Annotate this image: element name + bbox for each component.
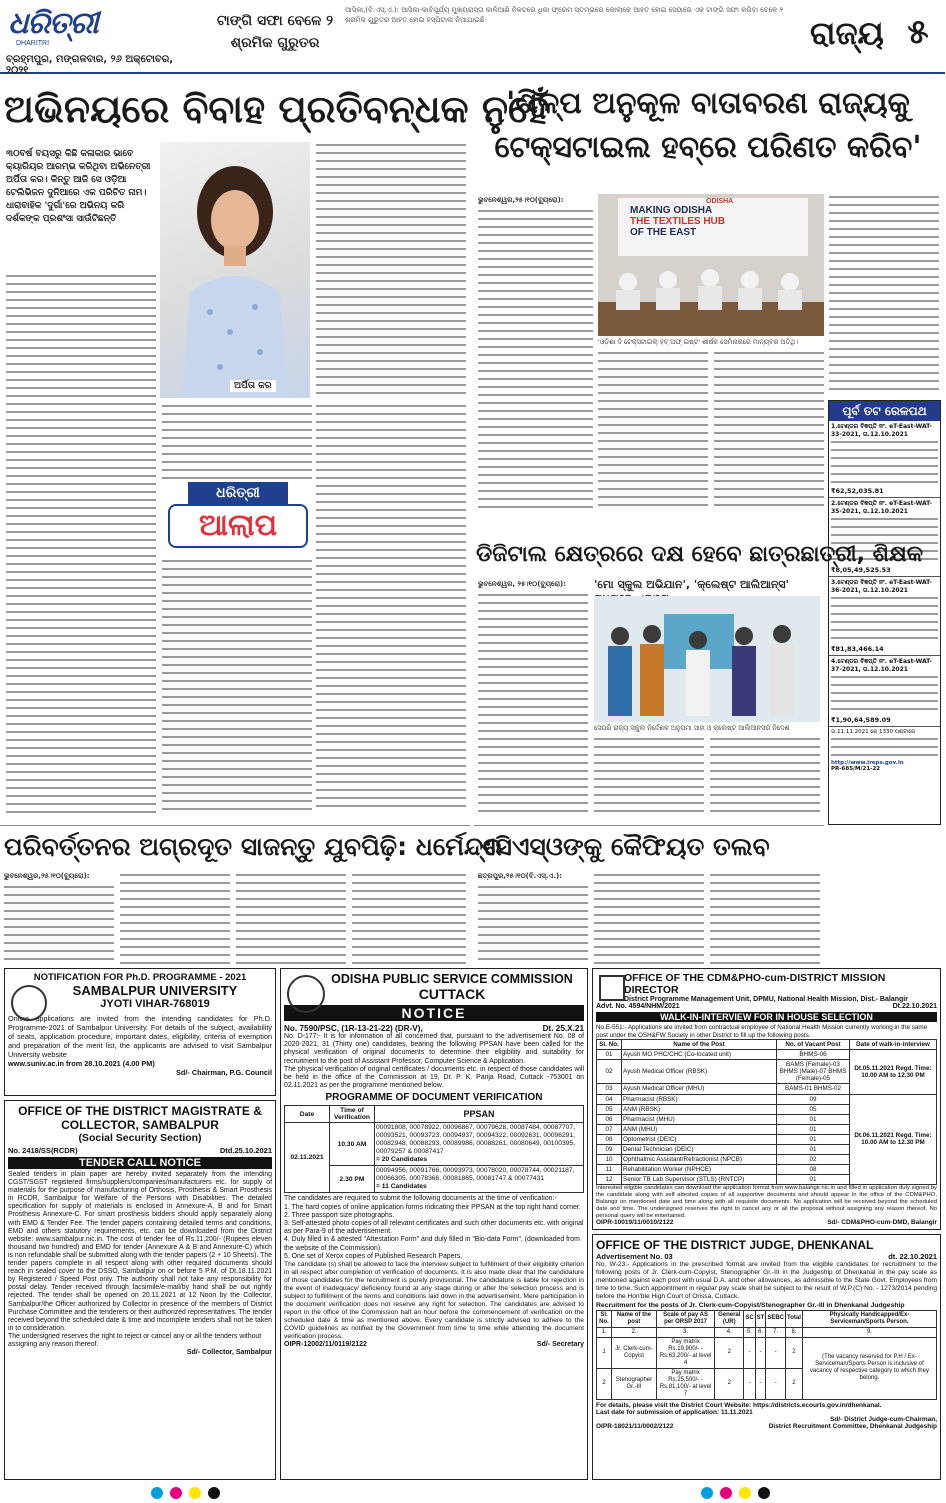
- registration-dot: [739, 1487, 751, 1499]
- opsc-verification-table: [284, 1105, 584, 1193]
- table-cell: 2: [715, 1368, 744, 1399]
- teaser-text: ଆସିକା,(ବି.ଏସ୍.ଏ.): ଆସିକା-କାବିସୂର୍ଯ୍ୟ ମୁଖ୍ୟରାସ୍ତା କାଳିଆଣି ନିକଟରେ ଧିକା ଫ୍ରେମ ସ୍ତମ୍ଭରେ କୋଲାକେ ଆହତ ହୋଇ ସେଠାରେ ଏକ ଟାଙ୍ଗି ସଫା କରିବା ବେଳେ ୨ ଶ୍ରମିକ ଗୁରୁତର ଆହତ ହୋଇ ହସ୍ପିଟାଲ ନିଆଯାଇଛି: [345, 6, 783, 24]
- tender-no: 2.ଟେଣ୍ଡର ବିଜ୍ଞପ୍ତି ନଂ. eT-East-WAT-35-2021, ତା.12.10.2021: [831, 500, 932, 515]
- table-cell: 02: [777, 1155, 850, 1165]
- judge-code: OIPR-18021/11/0002/2122: [596, 1422, 674, 1430]
- judge-footer-2: Last date for submission of application: 11.11.2021: [596, 1408, 753, 1416]
- railway-url[interactable]: http://www.ireps.gov.in: [831, 760, 904, 766]
- table-header: Physically Handicapped/Ex-Serviceman/Sports Person.: [802, 1310, 936, 1327]
- table-header: SEBC: [766, 1310, 786, 1327]
- banner-line-2: THE TEXTILES HUB: [630, 216, 726, 227]
- cdm-footer: Interested eligible candidates can download the application format from www.balangir.nic.in and filled in application duly signed by the candidate along with self attested copies of all supportive documents and should appear in the office of the CDM&PHO, Balangir on mentioned date and time along with all requisite documents. No application will be received beyond the scheduled date and time. The undersigned reserves the right to cancel any or all the proposal without assigning any reason thereof. No personal query will be entertained.: [596, 1185, 937, 1219]
- section-name: ରାଜ୍ୟ: [810, 14, 884, 52]
- tender-no: 3.ଟେଣ୍ଡର ବିଜ୍ଞପ୍ତି ନଂ. eT-East-WAT-36-2021, ତା.12.10.2021: [831, 579, 932, 594]
- headline-textile: [478, 82, 938, 170]
- opsc-city: CUTTACK: [418, 986, 486, 1002]
- text-column: [478, 592, 588, 816]
- table-cell: 10: [597, 1155, 622, 1165]
- subhead-digital: 'ମୋ ସ୍କୁଲ ଅଭିଯାନ', 'କ୍ଲେଷ୍ଟ ଆଲିଆନ୍ସ': [594, 578, 789, 591]
- judge-sign-1: Sd/- District Judge-cum-Chairman,: [830, 1415, 937, 1423]
- registration-dot: [151, 1487, 163, 1499]
- ppsan-count: = 20 Candidates: [376, 1156, 428, 1164]
- dateline: ବ୍ରହ୍ମପୁର, ମଙ୍ଗଳବାର, ୨୬ ଅକ୍ଟୋବର, ୨୦୨୧: [6, 54, 174, 76]
- table-cell: Pay matrix Rs.19,900/- - Rs.63,200/- at level 4: [656, 1337, 714, 1368]
- opsc-ref: No. 7590/PSC, (1R-13-21-22) (DR-V),: [284, 1024, 423, 1033]
- table-cell: 09: [597, 1145, 622, 1155]
- table-cell: 02: [597, 1060, 622, 1084]
- registration-dot: [758, 1487, 770, 1499]
- ad-sambalpur-university: [4, 968, 276, 1096]
- alap-brand: ଧରିତ୍ରୀ: [188, 482, 288, 504]
- table-header: Scale of pay AS per ORSP 2017: [656, 1310, 714, 1327]
- ad-cdm-pho: [592, 968, 941, 1230]
- tender-text: [831, 674, 938, 716]
- table-cell: 06: [597, 1114, 622, 1124]
- table-cell: 1: [597, 1337, 612, 1368]
- text-column: [316, 142, 466, 398]
- table-cell: -: [755, 1368, 766, 1399]
- table-cell: Jr. Clerk-cum-Copyist: [612, 1337, 657, 1368]
- table-cell: 04: [597, 1094, 622, 1104]
- digital-people: [594, 596, 820, 722]
- registration-marks-right: [700, 1484, 771, 1503]
- table-cell: 2.: [612, 1327, 657, 1337]
- seminar-people: [598, 254, 824, 336]
- tender-amount: ₹62,52,035.81: [831, 487, 884, 495]
- opsc-seal-icon: [287, 975, 325, 1013]
- headline-line-2: ଟେକ୍ସଟାଇଲ ହବ୍‌ରେ ପରିଣତ କରିବ': [494, 130, 922, 165]
- table-cell: 7.: [766, 1327, 786, 1337]
- dateline-digital: ଭୁବନେଶ୍ୱର, ୨୫।୧୦(ବ୍ୟୁରୋ):: [478, 580, 567, 588]
- table-cell-date: 02.11.2021: [285, 1123, 330, 1193]
- cdm-date: Dt.22.10.2021: [892, 1003, 937, 1010]
- table-cell: -: [755, 1337, 766, 1368]
- table-cell: BHMS-06: [777, 1050, 850, 1060]
- seminar-caption: 'ଓଡ଼ିଶା ଦି ଟେକ୍ସଟାଇଲ୍ ହବ୍ ଅଫ୍ ଇଷ୍ଟ' ଶୀର୍ଷକ ସେମିନାରରେ ମାନ୍ୟବର ଅତିଥି।: [598, 338, 799, 346]
- table-cell: Pharmacist (RBSK): [622, 1094, 777, 1104]
- table-cell: Dental Technician (DEIC): [622, 1145, 777, 1155]
- headline-line-1: 'ଶିଳ୍ପ ଅନୁକୂଳ ବାତାବରଣ ରାଜ୍ୟକୁ: [506, 86, 910, 121]
- ppsan-list: 00091808, 00078922, 00096867, 00079628, 00087484, 00087707, 00093521, 00093723, 00094937, 00094322, 00092631, 00096291, 00082948, 00088293, 00089986, 00088261, 00080649, 00100395, 00079257 & 00087417: [376, 1124, 575, 1156]
- masthead: [0, 0, 945, 74]
- text-column: [162, 558, 312, 813]
- magistrate-ref-row: [8, 1146, 272, 1155]
- univ-notice-title: NOTIFICATION FOR Ph.D. PROGRAMME - 2021: [33, 972, 247, 983]
- table-cell: Dt.05.11.2021 Regd. Time: 10.00 AM to 12.30 PM: [850, 1050, 937, 1094]
- text-column: [594, 736, 704, 816]
- table-cell: 01: [777, 1145, 850, 1155]
- table-number-row: [597, 1327, 937, 1337]
- table-cell: Senior TB Lab Supervisor (STLS) (RNTCP): [622, 1175, 777, 1185]
- actress-illustration: [160, 142, 310, 398]
- judge-body: No. W-23:- Applications in the prescribed format are invited from the eligible candidates for recruitment to the following posts of Jr. Clerk-cum-Copyist, Stenographer Gr.-III in the Judgeship of Dhenkanal in the pay scale as mentioned against each post with usual D.A. and other allowances, as admissible to the State Govt. Employees from time to time. Such appointment in regular pay scale shall be subject to the result of W.P.(C) No. - 1273/2014 pending before the Hon'ble High Court of Orissa, Cuttack.: [596, 1261, 937, 1300]
- table-header: Date of walk-in-interview: [850, 1040, 937, 1050]
- tender-no: 1.ଟେଣ୍ଡର ବିଜ୍ଞପ୍ତି ନଂ. eT-East-WAT-33-2021, ତା.12.10.2021: [831, 423, 932, 438]
- magistrate-footer: The undersigned reserves the right to reject or cancel any or all the tenders without assigning any reason thereof.: [8, 1332, 262, 1348]
- univ-name: SAMBALPUR UNIVERSITY: [72, 983, 238, 998]
- table-cell: Optometrist (DEIC): [622, 1134, 777, 1144]
- railway-footer: [829, 726, 940, 774]
- table-row: [597, 1050, 937, 1060]
- table-cell: -: [744, 1337, 755, 1368]
- ad-district-judge: [592, 1234, 941, 1480]
- table-cell: 5.: [744, 1327, 755, 1337]
- text-column: [598, 350, 708, 510]
- judge-footer-row: [596, 1423, 937, 1430]
- tender-text: [831, 439, 938, 487]
- text-column: [478, 884, 588, 964]
- table-row: [285, 1123, 584, 1166]
- judge-title: OFFICE OF THE DISTRICT JUDGE, DHENKANAL: [596, 1238, 874, 1252]
- opsc-footer-row: [284, 1341, 584, 1348]
- dateline-textile: ଭୁବନେଶ୍ୱର,୨୫।୧୦(ବ୍ୟୁରୋ):: [478, 196, 564, 204]
- cdm-title: OFFICE OF THE CDM&PHO-cum-DISTRICT MISSION DIRECTOR: [624, 972, 886, 996]
- railway-code: PR-685/M/21-22: [831, 766, 881, 772]
- table-cell-ppsan: [375, 1123, 584, 1166]
- cdm-footer-row: [596, 1219, 937, 1226]
- univ-body: Online applications are invited from the intending candidates for Ph.D. Programme-2021 of Sambalpur University. For details of the subject, availability of seats, application procedure, important dates, eligibility, criteria of exemption and preparation of the merit list, the applicants are advised to visit Sambalpur University website: [8, 1014, 272, 1059]
- table-cell: 2: [597, 1368, 612, 1399]
- table-cell: Ayush Medical Officer (MHU): [622, 1084, 777, 1094]
- teaser-title: [215, 10, 335, 54]
- cdm-posts-table: [596, 1039, 937, 1185]
- seminar-photo: [598, 194, 824, 336]
- judge-advt: Advertisement No. 03: [596, 1252, 673, 1261]
- text-column: [6, 273, 156, 813]
- cdm-walkin: WALK-IN-INTERVIEW FOR IN HOUSE SELECTION: [596, 1012, 937, 1022]
- opsc-para-2: The physical verification of original certificates / documents etc. in respect of those candidates will be held in the office of the Commission at 19, Dr. P. K. Parija Road, Cuttack -753001 on 02.11.2021 as per the programme mentioned below.: [284, 1065, 584, 1090]
- opsc-req-3: 3. Self-attested photo copies of all relevant certificates and such other documents etc. with original as per Para-9 of the advertisement.: [284, 1220, 584, 1236]
- tender-call-notice: TENDER CALL NOTICE: [8, 1157, 272, 1169]
- table-header: Sl. No.: [597, 1310, 612, 1327]
- cdm-ref-row: [596, 1003, 937, 1010]
- headline-digital: ଡିଜିଟାଲ କ୍ଷେତ୍ରରେ ଦକ୍ଷ ହେବେ ଛାତ୍ରଛାତ୍ରୀ, ଶିକ୍ଷକ: [476, 542, 924, 567]
- cdm-sign: Sd/- CDM&PHO-cum-DMD, Balangir: [827, 1219, 937, 1227]
- opsc-notice: NOTICE: [284, 1005, 584, 1021]
- table-cell: BAMS-01 BHMS-02: [777, 1084, 850, 1094]
- table-cell-time: 10.30 AM: [330, 1123, 375, 1166]
- judge-sign-2: District Recruitment Committee, Dhenkanal Judgeship: [768, 1422, 937, 1430]
- table-cell: 01: [597, 1050, 622, 1060]
- intro-abhinay: ୩୦ବର୍ଷ ବୟସରୁ କିଛି କଳାକାର ଭାବେ କ୍ୟାରିୟର ଆରମ୍ଭ କରିଥିବା ଅଭିନେତ୍ରୀ ଅର୍ପିତା କର। କିନ୍ତୁ ଆଜି ସେ ଓଡ଼ିଆ ଟେଲିଭିଜନ ଦୁନିଆରେ ଏକ ପରିଚିତ ନାମ। ଧାରାବାହିକ 'ଦୁର୍ଗା'ରେ ଅଭିନୟ କରି ଦର୍ଶକଙ୍କ ପ୍ରଶଂସା ସାଉଁଟିଛନ୍ତି: [6, 149, 151, 224]
- table-header: SC: [744, 1310, 755, 1327]
- digital-caption: ସେପରି ରାଜ୍ୟ ସ୍କୁଲ ନିର୍ଦ୍ଦେଶକ ଅନୁପମା ସାହା ଓ କ୍ଲେଷ୍ଟ ଆଲିଆନ୍ସର ନିଦେଶ: [594, 724, 790, 732]
- magistrate-sign: Sd/- Collector, Sambalpur: [186, 1349, 272, 1357]
- text-column: [714, 350, 824, 510]
- photo-caption: ଅର୍ପିତା କର: [230, 380, 276, 392]
- judge-posts-table: [596, 1310, 937, 1400]
- ad-opsc: [280, 968, 588, 1480]
- alap-title: ଆଲାପ: [168, 504, 308, 548]
- opsc-req-2: 2. Three passport size photographs.: [284, 1211, 395, 1219]
- opsc-prog-title: PROGRAMME OF DOCUMENT VERIFICATION: [325, 1092, 543, 1104]
- table-cell: 08: [597, 1134, 622, 1144]
- registration-dot: [208, 1487, 220, 1499]
- table-cell: 01: [777, 1124, 850, 1134]
- railway-tender-4: [829, 655, 940, 726]
- seminar-banner: [618, 198, 808, 256]
- dateline-dharmendra: ଭୁବନେଶ୍ୱର,୨୫।୧୦(ବ୍ୟୁରୋ):: [4, 872, 90, 880]
- opsc-para-1: No. D-177:- It is for information of all concerned that, pursuant to the advertisement No. 08 of 2020-2021, 31 (Thirty one) candidates, bearing the following PPSAN have been called for the physical verification of original documents to determine their eligibility and suitability for recruitment to the post of Assistant Professor, Computer Science & Application.: [284, 1033, 584, 1065]
- article-sso: [474, 825, 824, 966]
- table-header: Time of Verification: [330, 1106, 375, 1123]
- table-cell: BAMS (Female)-03 BHMS (Male)-07 BHMS (Female)-05: [777, 1060, 850, 1084]
- table-cell: Pay matrix Rs.25,500/- - Rs.81,100/- at level 7: [656, 1368, 714, 1399]
- table-header: Total: [786, 1310, 803, 1327]
- text-column: [710, 872, 820, 964]
- text-column: [120, 872, 230, 964]
- table-cell: 05: [597, 1104, 622, 1114]
- tender-no: 4.ଟେଣ୍ଡର ବିଜ୍ଞପ୍ତି ନଂ. eT-East-WAT-37-2021, ତା.12.10.2021: [831, 658, 932, 673]
- alap-logo: [168, 482, 308, 552]
- table-header: PPSAN: [375, 1106, 584, 1123]
- page-number: ୫: [907, 12, 929, 52]
- table-cell: ANM (RBSK): [622, 1104, 777, 1114]
- tender-amount: ₹8,05,49,525.53: [831, 566, 891, 574]
- table-cell: ANM (MHU): [622, 1124, 777, 1134]
- table-cell-time: 2.30 PM: [330, 1166, 375, 1193]
- opsc-para-3: The candidate (s) shall be allowed to face the interview subject to fulfillment of their eligibility criterion in all respect after completion of verification of documents. It is also made clear that the candidature of those candidates for the recruitment is purely provisional. The candidature is liable for rejection in the event of inadequacy/ deficiency found at any stage during or after the selection process and is subject to fulfillment of the terms and conditions laid down in the advertisement. Mere participation in the document verification does not reserve any right for selection. The candidates are advised to report in the office of the Commission half an hour before the commencement of verification on the scheduled date & time as mentioned above. Every candidate is strictly advised to adhere to the COVID guidelines as notified by the Government from time to time while attending the document verification process.: [284, 1261, 584, 1341]
- judge-date: dt. 22.10.2021: [888, 1252, 937, 1261]
- table-header: Date: [285, 1106, 330, 1123]
- judge-table-title: Recruitment for the posts of Jr. Clerk-cum-Copyist/Stenographer Gr.-III in Dhenkanal Judgeship: [596, 1301, 905, 1309]
- table-cell: 11: [597, 1165, 622, 1175]
- tender-text: [831, 595, 938, 645]
- table-cell: 01: [777, 1175, 850, 1185]
- table-header-row: [285, 1106, 584, 1123]
- nhm-logo-icon: [599, 975, 625, 1001]
- banner-line-1: MAKING ODISHA: [630, 205, 713, 216]
- table-cell: Pharmacist (MHU): [622, 1114, 777, 1124]
- digital-photo: [594, 596, 820, 722]
- table-cell: 3.: [656, 1327, 714, 1337]
- opsc-ref-row: [284, 1024, 584, 1033]
- univ-website[interactable]: www.suniv.ac.in from 28.10.2021 (4.00 PM): [8, 1059, 155, 1068]
- headline-dharmendra: ପରିବର୍ତ୍ତନର ଅଗ୍ରଦୂତ ସାଜନ୍ତୁ ଯୁବପିଢ଼ି: ଧର୍ମେନ୍ଦ୍ର: [4, 832, 502, 861]
- table-cell: 2: [786, 1368, 803, 1399]
- table-header: ST: [755, 1310, 766, 1327]
- magistrate-title: OFFICE OF THE DISTRICT MAGISTRATE & COLLECTOR, SAMBALPUR: [18, 1104, 262, 1132]
- railway-heading: ପୂର୍ବ ତଟ ରେଳପଥ: [829, 401, 940, 421]
- text-column: [236, 872, 346, 964]
- table-cell: -: [766, 1368, 786, 1399]
- table-cell: 8.: [786, 1327, 803, 1337]
- headline-abhinay: ଅଭିନୟରେ ବିବାହ ପ୍ରତିବନ୍ଧକ ନୁହେଁ: [4, 87, 550, 131]
- magistrate-date: Dtd.25.10.2021: [219, 1146, 272, 1155]
- table-cell: 12: [597, 1175, 622, 1185]
- table-row: [597, 1337, 937, 1368]
- table-header: No. of Vacant Post: [777, 1040, 850, 1050]
- text-column: [352, 872, 466, 964]
- opsc-req-4: 4. Duly filled in & attested "Attestation Form" and duly filled in "Bio-data Form", (downloaded from the website of the Commission).: [284, 1236, 580, 1252]
- registration-dot: [170, 1487, 182, 1499]
- table-cell: 07: [597, 1124, 622, 1134]
- table-cell: 2: [786, 1337, 803, 1368]
- registration-marks-left: [150, 1484, 221, 1503]
- judge-ref-row: [596, 1252, 937, 1261]
- magistrate-body: Sealed tenders in plain paper are hereby invited separately from the intending CGST/SGST registered firms/suppliers/companies/manufacturers etc. for supply of materials for the purpose of manufacturing of Orthosis, Prosthesis & Smart Prosthesis in RCDR, Sambalpur for Welfare of the Persons with Disabilities. The detailed specification for supply of materials is enclosed in Annexure-A, B and for Smart Prosthesis Annexure-C. For smart prosthesis bidders should apply separately along with EMD & Tender Fee. The tender papers containing detailed terms and conditions, EMD and others statutory requirements, etc. can be downloaded from the District website: www.sambalpur.nic.in. The cost of tender fee of Rs.11,200/- (Rupees eleven thousand two hundred) and EMD for tender (Annexure A & B and Annexure-C) which is non refundable shall be submitted along with the tender papers (2 + 10 Sheets). The tender papers complete in all respect along with other required documents should reach in sealed cover to the DSSO, Sambalpur on or before 5 P.M. of Dt.18.11.2021 by Registered / Speed Post only. The authority shall not take any responsibility for postal delay. Tender received through facsimile/e-mail/by hand shall be out rightly rejected. The tender shall be opened on 20.11.2021 at 12 Noon by the Collector, Sambalpur/the Officer authorized by Collector in presence of the members of District Purchase Committee and the tenderers or their authorized representatives. The tender received beyond the scheduled date & time and incomplete tenders shall not be taken in to consideration.: [8, 1171, 272, 1332]
- table-cell: Stenographer Gr.-III: [612, 1368, 657, 1399]
- table-cell: 03: [597, 1084, 622, 1094]
- ppsan-count: = 11 Candidates: [376, 1183, 427, 1191]
- table-header-row: [597, 1040, 937, 1050]
- text-column: [710, 736, 820, 816]
- banner-line-3: OF THE EAST: [630, 227, 697, 238]
- text-column: [162, 403, 312, 479]
- table-cell: 09: [777, 1094, 850, 1104]
- table-cell-note: (The vacancy reserved for P.H / Ex-Serviceman/Sports Person is inclusive of vacancy of respective category to which they belong.: [802, 1337, 936, 1399]
- table-cell: -: [744, 1368, 755, 1399]
- article-dharmendra: [0, 825, 502, 966]
- table-cell-ppsan: [375, 1166, 584, 1193]
- table-header-row: [597, 1310, 937, 1327]
- logo: [8, 8, 198, 52]
- table-cell: Dt.06.11.2021 Regd. Time: 10.00 AM to 12.30 PM: [850, 1094, 937, 1185]
- table-cell: 08: [777, 1165, 850, 1175]
- table-cell: Ophthalmic Assistant/Refractionist (NPCB): [622, 1155, 777, 1165]
- teaser-line-2: ଶ୍ରମିକ ଗୁରୁତର: [230, 35, 320, 51]
- table-header: General (UR): [715, 1310, 744, 1327]
- table-cell: Ayush Medical Officer (RBSK): [622, 1060, 777, 1084]
- ad-district-magistrate: [4, 1100, 276, 1480]
- registration-dot: [701, 1487, 713, 1499]
- univ-sign: Sd/- Chairman, P.G. Council: [176, 1068, 272, 1077]
- magistrate-no: No. 2418/SS(RCDR): [8, 1146, 78, 1155]
- table-header: Name of the post: [612, 1310, 657, 1327]
- railway-footer-text: [831, 736, 938, 760]
- table-cell: 2: [715, 1337, 744, 1368]
- univ-seal-icon: [11, 985, 47, 1021]
- table-cell: -: [766, 1337, 786, 1368]
- table-cell: 4.: [715, 1327, 744, 1337]
- cdm-subtitle: District Programme Management Unit, DPMU, National Health Mission, Dist.- Balangir: [624, 996, 908, 1003]
- magistrate-section: (Social Security Section): [78, 1132, 202, 1144]
- table-cell: 9.: [802, 1327, 936, 1337]
- railway-footer-date: ତା.11.11.2021 ରେ 1330 ଘଣ୍ଟାରେ: [831, 729, 916, 735]
- table-row: [597, 1094, 937, 1104]
- opsc-sign: Sd/- Secretary: [536, 1341, 584, 1349]
- table-row: [285, 1166, 584, 1193]
- cdm-intro: No.E-551:- Applications are invited from contractual employee of National Health Mission currently working in the same post under the OSH&FW Society in other District to fill up the following posts.: [596, 1024, 928, 1039]
- opsc-title: ODISHA PUBLIC SERVICE COMMISSION: [331, 972, 573, 986]
- table-cell: 6.: [755, 1327, 766, 1337]
- opsc-req-intro: The candidates are required to submit the following documents at the time of verification:-: [284, 1195, 557, 1203]
- text-column: [4, 884, 114, 964]
- actress-photo: [160, 142, 310, 398]
- table-cell: 01: [777, 1114, 850, 1124]
- opsc-date: Dt. 25.X.21: [542, 1024, 584, 1033]
- dateline-sso: ଛତ୍ରପୁର,୨୫।୧୦(ବି.ଏସ୍.ଏ.):: [478, 872, 563, 880]
- cdm-code: OIPR-10019/11/0010/2122: [596, 1219, 674, 1227]
- table-cell: 01: [777, 1134, 850, 1144]
- railway-tender-1: [829, 421, 940, 497]
- univ-place: JYOTI VIHAR-768019: [100, 998, 210, 1010]
- teaser-line-1: ଟାଙ୍ଗି ସଫା ବେଳେ ୨: [216, 13, 334, 29]
- registration-dot: [189, 1487, 201, 1499]
- table-cell: Ayush MO PHC/CHC (Co-located unit): [622, 1050, 777, 1060]
- text-column: [594, 872, 704, 964]
- logo-sub: DHARITRI: [16, 40, 50, 47]
- cdm-advt: Advt. No. 4594/NHM/2021: [596, 1003, 680, 1010]
- registration-dot: [720, 1487, 732, 1499]
- headline-sso: ଏସିଏସ୍‌ଓଙ୍କୁ କୈଫିୟତ ତଲବ: [478, 832, 770, 861]
- text-column: [316, 403, 466, 813]
- logo-text: ଧରିତ୍ରୀ: [8, 6, 98, 41]
- text-column: [829, 194, 939, 394]
- banner-brand: ODISHA: [706, 198, 734, 205]
- table-cell: 05: [777, 1104, 850, 1114]
- ppsan-list: 00094956, 00091766, 00093973, 00078020, 00078744, 00021187, 00066305, 00078366, 00081865, 00081747 & 00077431: [376, 1167, 575, 1183]
- text-column: [478, 208, 593, 508]
- tender-amount: ₹1,90,64,589.09: [831, 716, 891, 724]
- table-cell: 1.: [597, 1327, 612, 1337]
- table-cell: Rehabilitation Worker (NPHCE): [622, 1165, 777, 1175]
- table-header: Name of the Post: [622, 1040, 777, 1050]
- ad-east-coast-railway: [828, 400, 941, 825]
- tender-amount: ₹81,83,466.14: [831, 645, 884, 653]
- opsc-code: OIPR-12002/11/0119/2122: [284, 1341, 367, 1349]
- railway-tender-3: [829, 576, 940, 655]
- opsc-req-1: 1. The hard copies of online application forms indicating their PPSAN at the top right hand corner.: [284, 1203, 581, 1211]
- judge-footer-1: For details, please visit the District Court Website: https://districts.ecourts.gov.in/dhenkanal.: [596, 1401, 882, 1409]
- opsc-req-5: 5. One set of Xerox copies of Published Research Papers.: [284, 1252, 463, 1260]
- table-header: Sl. No.: [597, 1040, 622, 1050]
